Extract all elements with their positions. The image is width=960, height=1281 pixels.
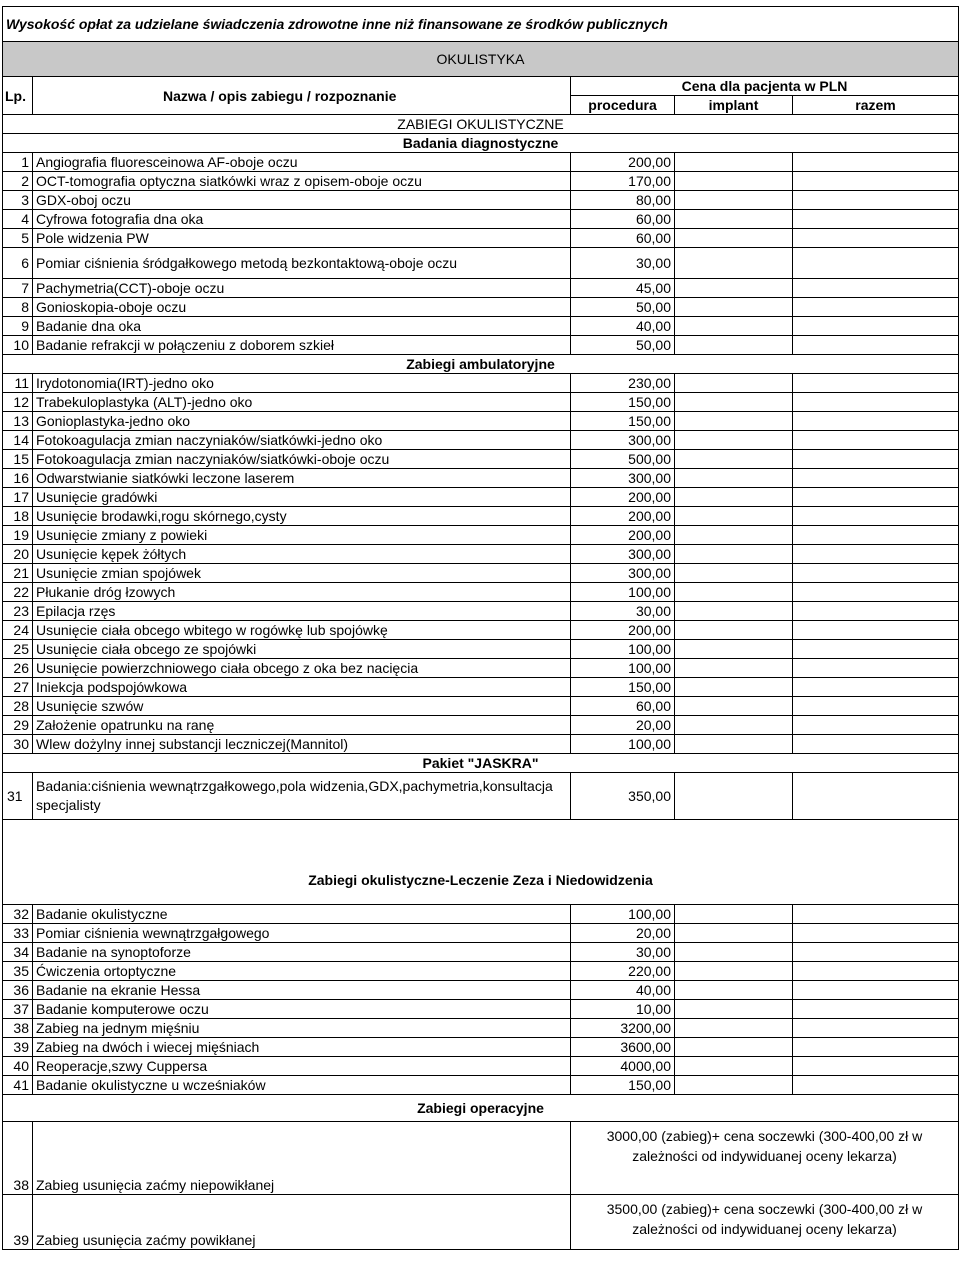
row-price: 220,00 [571, 962, 675, 981]
row-implant [675, 621, 793, 640]
row-total [793, 488, 959, 507]
row-total [793, 1038, 959, 1057]
row-name: Iniekcja podspojówkowa [33, 678, 571, 697]
row-name: Badanie na synoptoforze [33, 943, 571, 962]
row-implant [675, 1038, 793, 1057]
row-implant [675, 943, 793, 962]
row-total [793, 298, 959, 317]
row-price: 100,00 [571, 659, 675, 678]
table-row [3, 526, 959, 545]
row-implant [675, 210, 793, 229]
row-total [793, 526, 959, 545]
row-lp: 25 [3, 640, 33, 659]
row-lp: 17 [3, 488, 33, 507]
row-total [793, 621, 959, 640]
row-total [793, 507, 959, 526]
table-row [3, 412, 959, 431]
row-total [793, 943, 959, 962]
table-row [3, 298, 959, 317]
table-row [3, 488, 959, 507]
table-row [3, 1057, 959, 1076]
row-lp: 35 [3, 962, 33, 981]
row-total [793, 716, 959, 735]
row-name: Cyfrowa fotografia dna oka [33, 210, 571, 229]
row-implant [675, 735, 793, 754]
row-price: 30,00 [571, 943, 675, 962]
row-lp: 14 [3, 431, 33, 450]
row-implant [675, 431, 793, 450]
row-implant [675, 1000, 793, 1019]
row-total [793, 172, 959, 191]
table-row [3, 1195, 959, 1250]
row-name: Pole widzenia PW [33, 229, 571, 248]
table-row [3, 716, 959, 735]
row-price-desc: 3500,00 (zabieg)+ cena soczewki (300-400,00 zł w zależności od indywiduanej oceny lekarza) [571, 1195, 959, 1250]
row-name: Fotokoagulacja zmian naczyniaków/siatkówki-oboje oczu [33, 450, 571, 469]
row-name: Reoperacje,szwy Cuppersa [33, 1057, 571, 1076]
row-lp: 38 [3, 1122, 33, 1195]
row-name: Płukanie dróg łzowych [33, 583, 571, 602]
row-name: Gonioplastyka-jedno oko [33, 412, 571, 431]
row-lp: 16 [3, 469, 33, 488]
row-price: 80,00 [571, 191, 675, 210]
row-name: Trabekuloplastyka (ALT)-jedno oko [33, 393, 571, 412]
row-lp: 30 [3, 735, 33, 754]
row-name: Usunięcie gradówki [33, 488, 571, 507]
row-lp: 7 [3, 279, 33, 298]
row-name: Badanie okulistyczne [33, 905, 571, 924]
row-lp: 41 [3, 1076, 33, 1095]
row-name: Usunięcie zmiany z powieki [33, 526, 571, 545]
row-implant [675, 564, 793, 583]
row-implant [675, 659, 793, 678]
table-row [3, 697, 959, 716]
row-implant [675, 1057, 793, 1076]
section-row [3, 754, 959, 773]
row-total [793, 924, 959, 943]
row-lp: 29 [3, 716, 33, 735]
row-lp: 23 [3, 602, 33, 621]
table-row [3, 374, 959, 393]
name-header: Nazwa / opis zabiegu / rozpoznanie [33, 77, 571, 115]
row-total [793, 640, 959, 659]
row-implant [675, 981, 793, 1000]
table-row [3, 924, 959, 943]
row-price: 20,00 [571, 924, 675, 943]
row-lp: 3 [3, 191, 33, 210]
row-implant [675, 583, 793, 602]
row-lp: 9 [3, 317, 33, 336]
row-implant [675, 317, 793, 336]
row-price: 300,00 [571, 431, 675, 450]
row-price: 40,00 [571, 317, 675, 336]
row-implant [675, 924, 793, 943]
row-lp: 12 [3, 393, 33, 412]
row-name: Angiografia fluoresceinowa AF-oboje oczu [33, 153, 571, 172]
row-lp: 6 [3, 248, 33, 279]
table-row [3, 564, 959, 583]
row-price: 3600,00 [571, 1038, 675, 1057]
row-price: 170,00 [571, 172, 675, 191]
table-row [3, 172, 959, 191]
row-price: 45,00 [571, 279, 675, 298]
row-total [793, 248, 959, 279]
row-lp: 36 [3, 981, 33, 1000]
section-oper: Zabiegi operacyjne [3, 1095, 959, 1122]
row-lp: 18 [3, 507, 33, 526]
table-row [3, 431, 959, 450]
row-name: Zabieg usunięcia zaćmy niepowikłanej [33, 1122, 571, 1195]
row-implant [675, 905, 793, 924]
row-price: 4000,00 [571, 1057, 675, 1076]
row-price: 200,00 [571, 488, 675, 507]
row-name: Badanie komputerowe oczu [33, 1000, 571, 1019]
row-price: 50,00 [571, 336, 675, 355]
row-price: 60,00 [571, 229, 675, 248]
row-total [793, 279, 959, 298]
row-lp: 27 [3, 678, 33, 697]
row-lp: 40 [3, 1057, 33, 1076]
row-total [793, 678, 959, 697]
table-row [3, 393, 959, 412]
row-lp: 22 [3, 583, 33, 602]
row-lp: 21 [3, 564, 33, 583]
row-price: 150,00 [571, 678, 675, 697]
row-price: 200,00 [571, 621, 675, 640]
row-price: 100,00 [571, 905, 675, 924]
row-name: Usunięcie kępek żółtych [33, 545, 571, 564]
row-name: Fotokoagulacja zmian naczyniaków/siatkówki-jedno oko [33, 431, 571, 450]
row-implant [675, 374, 793, 393]
section-row [3, 820, 959, 905]
row-implant [675, 526, 793, 545]
section-main-label: ZABIEGI OKULISTYCZNE [397, 116, 564, 132]
row-total [793, 962, 959, 981]
row-price: 3200,00 [571, 1019, 675, 1038]
row-total [793, 1057, 959, 1076]
row-implant [675, 640, 793, 659]
row-lp: 15 [3, 450, 33, 469]
table-row [3, 1019, 959, 1038]
row-lp: 28 [3, 697, 33, 716]
row-price: 300,00 [571, 564, 675, 583]
row-total [793, 735, 959, 754]
table-row [3, 191, 959, 210]
row-implant [675, 393, 793, 412]
table-row [3, 1122, 959, 1195]
row-implant [675, 229, 793, 248]
table-row [3, 545, 959, 564]
section-main [3, 115, 959, 134]
row-name: Irydotonomia(IRT)-jedno oko [33, 374, 571, 393]
row-name: Zabieg usunięcia zaćmy powikłanej [33, 1195, 571, 1250]
row-total [793, 374, 959, 393]
row-price: 200,00 [571, 526, 675, 545]
row-price: 150,00 [571, 393, 675, 412]
row-name: Usunięcie ciała obcego wbitego w rogówkę lub spojówkę [33, 621, 571, 640]
table-row [3, 640, 959, 659]
table-row [3, 1076, 959, 1095]
row-price: 10,00 [571, 1000, 675, 1019]
row-lp: 4 [3, 210, 33, 229]
row-total [793, 905, 959, 924]
row-implant [675, 153, 793, 172]
row-implant [675, 962, 793, 981]
procedura-header: procedura [571, 96, 675, 115]
row-total [793, 336, 959, 355]
row-total [793, 583, 959, 602]
row-lp: 11 [3, 374, 33, 393]
razem-header: razem [793, 96, 959, 115]
row-name: Badanie dna oka [33, 317, 571, 336]
row-name: Usunięcie zmian spojówek [33, 564, 571, 583]
row-name: Usunięcie ciała obcego ze spojówki [33, 640, 571, 659]
table-row [3, 469, 959, 488]
row-implant [675, 773, 793, 820]
row-implant [675, 678, 793, 697]
table-row [3, 248, 959, 279]
row-lp: 26 [3, 659, 33, 678]
row-lp: 1 [3, 153, 33, 172]
row-lp: 32 [3, 905, 33, 924]
row-total [793, 191, 959, 210]
row-lp: 2 [3, 172, 33, 191]
row-implant [675, 191, 793, 210]
table-row [3, 905, 959, 924]
row-price: 200,00 [571, 507, 675, 526]
row-price: 100,00 [571, 640, 675, 659]
row-lp: 39 [3, 1195, 33, 1250]
table-row [3, 981, 959, 1000]
row-lp: 10 [3, 336, 33, 355]
table-row [3, 1000, 959, 1019]
row-total [793, 1000, 959, 1019]
row-price: 200,00 [571, 153, 675, 172]
row-name: Pachymetria(CCT)-oboje oczu [33, 279, 571, 298]
row-name: Usunięcie szwów [33, 697, 571, 716]
row-implant [675, 716, 793, 735]
row-price: 60,00 [571, 210, 675, 229]
row-name: Usunięcie brodawki,rogu skórnego,cysty [33, 507, 571, 526]
table-row [3, 153, 959, 172]
row-implant [675, 488, 793, 507]
row-lp: 33 [3, 924, 33, 943]
row-name: Gonioskopia-oboje oczu [33, 298, 571, 317]
table-row [3, 229, 959, 248]
row-total [793, 412, 959, 431]
table-row [3, 450, 959, 469]
row-price: 350,00 [571, 773, 675, 820]
row-implant [675, 697, 793, 716]
row-total [793, 450, 959, 469]
row-lp: 8 [3, 298, 33, 317]
table-row [3, 773, 959, 820]
table-row [3, 507, 959, 526]
row-name: Wlew dożylny innej substancji leczniczej(Mannitol) [33, 735, 571, 754]
row-total [793, 317, 959, 336]
row-price: 150,00 [571, 1076, 675, 1095]
table-row [3, 317, 959, 336]
section-row [3, 1095, 959, 1122]
row-name: Pomiar ciśnienia wewnątrzgałgowego [33, 924, 571, 943]
table-row [3, 1038, 959, 1057]
row-lp: 19 [3, 526, 33, 545]
document-title: Wysokość opłat za udzielane świadczenia zdrowotne inne niż finansowane ze środków publicznych [3, 7, 959, 42]
table-row [3, 602, 959, 621]
row-price: 50,00 [571, 298, 675, 317]
row-implant [675, 1076, 793, 1095]
row-price: 100,00 [571, 583, 675, 602]
table-row [3, 583, 959, 602]
row-total [793, 393, 959, 412]
row-implant [675, 507, 793, 526]
row-price: 60,00 [571, 697, 675, 716]
row-name: Odwarstwianie siatkówki leczone laserem [33, 469, 571, 488]
table-row [3, 735, 959, 754]
row-implant [675, 450, 793, 469]
row-total [793, 981, 959, 1000]
row-lp: 13 [3, 412, 33, 431]
row-name: GDX-oboj oczu [33, 191, 571, 210]
row-lp: 24 [3, 621, 33, 640]
row-implant [675, 336, 793, 355]
row-price: 500,00 [571, 450, 675, 469]
row-name: Pomiar ciśnienia śródgałkowego metodą bezkontaktową-oboje oczu [33, 248, 571, 279]
row-total [793, 773, 959, 820]
row-total [793, 431, 959, 450]
row-name: Zabieg na jednym mięśniu [33, 1019, 571, 1038]
row-implant [675, 279, 793, 298]
row-total [793, 229, 959, 248]
table-row [3, 962, 959, 981]
section-zez: Zabiegi okulistyczne-Leczenie Zeza i Niedowidzenia [3, 820, 959, 905]
row-total [793, 1076, 959, 1095]
row-name: Badanie refrakcji w połączeniu z doborem szkieł [33, 336, 571, 355]
row-price: 230,00 [571, 374, 675, 393]
row-price: 300,00 [571, 469, 675, 488]
row-name: Zabieg na dwóch i wiecej mięśniach [33, 1038, 571, 1057]
row-name: OCT-tomografia optyczna siatkówki wraz z opisem-oboje oczu [33, 172, 571, 191]
section-diag-label: Badania diagnostyczne [402, 135, 559, 151]
row-implant [675, 298, 793, 317]
implant-header: implant [675, 96, 793, 115]
row-price: 30,00 [571, 248, 675, 279]
row-price: 300,00 [571, 545, 675, 564]
table-row [3, 621, 959, 640]
row-lp: 31 [3, 773, 33, 820]
row-name: Ćwiczenia ortoptyczne [33, 962, 571, 981]
price-group-header: Cena dla pacjenta w PLN [571, 77, 959, 96]
row-implant [675, 602, 793, 621]
row-price: 20,00 [571, 716, 675, 735]
table-row [3, 659, 959, 678]
row-total [793, 564, 959, 583]
row-lp: 20 [3, 545, 33, 564]
table-row [3, 279, 959, 298]
section-amb: Zabiegi ambulatoryjne [3, 355, 959, 374]
section-row [3, 355, 959, 374]
row-name: Założenie opatrunku na ranę [33, 716, 571, 735]
row-name: Usunięcie powierzchniowego ciała obcego z oka bez nacięcia [33, 659, 571, 678]
row-implant [675, 412, 793, 431]
row-lp: 39 [3, 1038, 33, 1057]
row-name: Epilacja rzęs [33, 602, 571, 621]
row-implant [675, 248, 793, 279]
row-total [793, 659, 959, 678]
price-table [2, 6, 959, 1250]
row-lp: 5 [3, 229, 33, 248]
row-lp: 37 [3, 1000, 33, 1019]
row-total [793, 210, 959, 229]
row-total [793, 545, 959, 564]
row-implant [675, 1019, 793, 1038]
section-diag [3, 134, 959, 153]
row-implant [675, 545, 793, 564]
row-implant [675, 172, 793, 191]
department-header: OKULISTYKA [3, 42, 959, 77]
row-total [793, 1019, 959, 1038]
row-lp: 38 [3, 1019, 33, 1038]
row-price: 40,00 [571, 981, 675, 1000]
row-name: Badanie okulistyczne u wcześniaków [33, 1076, 571, 1095]
row-name: Badanie na ekranie Hessa [33, 981, 571, 1000]
section-jaskra: Pakiet "JASKRA" [3, 754, 959, 773]
table-row [3, 678, 959, 697]
row-implant [675, 469, 793, 488]
row-price: 30,00 [571, 602, 675, 621]
row-price-desc: 3000,00 (zabieg)+ cena soczewki (300-400,00 zł w zależności od indywiduanej oceny lekarza) [571, 1122, 959, 1195]
table-row [3, 943, 959, 962]
row-total [793, 469, 959, 488]
row-lp: 34 [3, 943, 33, 962]
table-row [3, 336, 959, 355]
row-total [793, 602, 959, 621]
row-name: Badania:ciśnienia wewnątrzgałkowego,pola widzenia,GDX,pachymetria,konsultacja specjalisty [33, 773, 571, 820]
lp-header: Lp. [3, 77, 33, 115]
row-price: 150,00 [571, 412, 675, 431]
row-total [793, 153, 959, 172]
row-price: 100,00 [571, 735, 675, 754]
table-row [3, 210, 959, 229]
row-total [793, 697, 959, 716]
